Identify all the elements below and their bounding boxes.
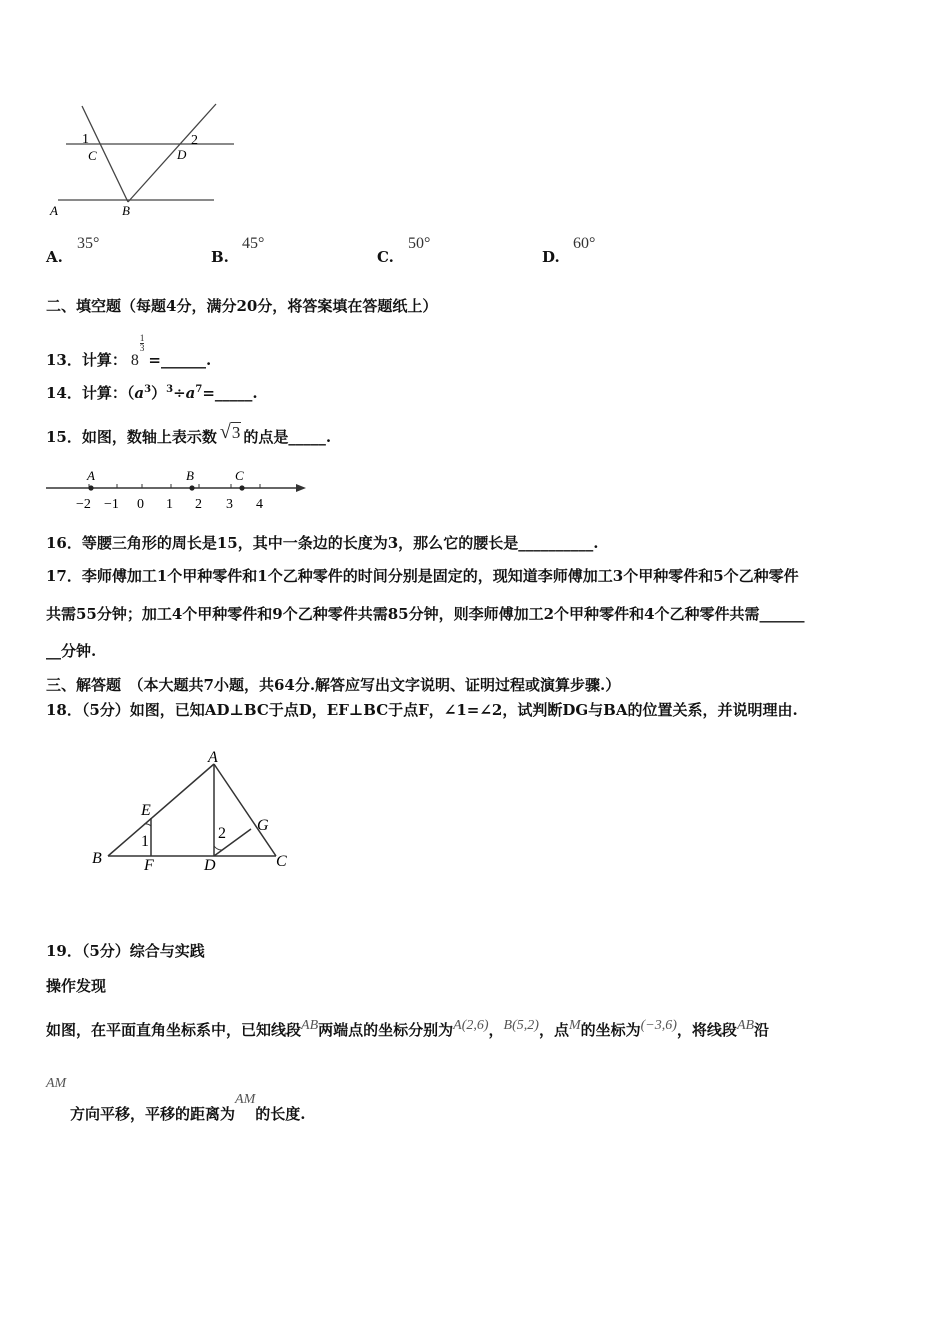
label-point-b: B <box>122 203 130 218</box>
point-a-dot <box>88 485 93 490</box>
q19-text-e: ，将线段 <box>676 1021 737 1039</box>
q19-text-f: 沿 <box>754 1021 770 1039</box>
tick-label-1: 1 <box>166 497 173 512</box>
tick-label-3: 3 <box>226 497 233 512</box>
q13-exp-num: 1 <box>139 333 145 343</box>
tick-label-neg1: −1 <box>104 497 119 512</box>
option-a-value: 35° <box>77 235 100 252</box>
q13-exponent <box>140 334 145 353</box>
option-c-value: 50° <box>408 235 431 252</box>
q14-prefix: 14．计算：（ <box>46 384 135 402</box>
question-16: 16．等腰三角形的周长是15，其中一条边的长度为3，那么它的腰长是__________. <box>46 534 599 552</box>
q19-point-a: A(2,6) <box>453 1018 489 1033</box>
option-d-letter: D. <box>542 248 560 266</box>
question-15 <box>46 421 332 447</box>
label-angle-1: 1 <box>82 132 89 147</box>
question-18: 18．（5分）如图，已知AD⊥BC于点D，EF⊥BC于点F，∠1=∠2，试判断DG与BA的位置关系，并说明理由. <box>46 701 798 719</box>
option-a[interactable] <box>46 235 166 267</box>
q15-suffix: 的点是_____. <box>243 428 332 446</box>
vertex-a: A <box>208 749 218 766</box>
q19-comma: ， <box>488 1021 504 1039</box>
point-c-label: C <box>235 468 244 483</box>
label-point-a: A <box>50 203 58 218</box>
q14-var-a: a <box>134 384 145 402</box>
question-19-subtitle: 操作发现 <box>46 977 107 995</box>
q14-exp-3: 3 <box>144 384 152 395</box>
question-13 <box>46 334 211 371</box>
q13-suffix: =______. <box>148 351 212 369</box>
q19-point-b: B(5,2) <box>503 1018 539 1033</box>
q19-point-m-coord: (−3,6) <box>640 1018 677 1033</box>
q13-base: 8 <box>130 352 139 369</box>
q14-close: ） <box>151 384 167 402</box>
question-17-line-2: 共需55分钟；加工4个甲种零件和9个乙种零件共需85分钟，则李师傅加工2个甲种零件和4个乙种零件共需______ <box>46 605 805 623</box>
point-b-label: B <box>186 468 194 483</box>
q19-text-g: 方向平移，平移的距离为 <box>70 1105 236 1123</box>
option-d-value: 60° <box>573 235 596 252</box>
q19-text-h: 的长度. <box>255 1105 306 1123</box>
point-d: D <box>204 857 216 874</box>
point-g: G <box>257 817 269 834</box>
label-angle-2: 2 <box>191 133 198 148</box>
angle-2-label: 2 <box>218 825 226 842</box>
number-line-arrow <box>296 484 306 492</box>
point-c-dot <box>239 485 244 490</box>
section-3-heading: 三、解答题 （本大题共7小题，共64分.解答应写出文字说明、证明过程或演算步骤.） <box>46 676 621 694</box>
q19-text-a: 如图，在平面直角坐标系中，已知线段 <box>46 1021 302 1039</box>
q13-exp-den: 3 <box>139 343 145 353</box>
point-a-label: A <box>87 468 95 483</box>
label-point-d: D <box>177 147 187 162</box>
tick-label-0: 0 <box>137 497 144 512</box>
q19-segment-am-2: AM <box>235 1092 256 1107</box>
tick-label-4: 4 <box>256 497 263 512</box>
option-b-value: 45° <box>242 235 265 252</box>
question-19-title: 19．（5分）综合与实践 <box>46 942 205 960</box>
option-d[interactable] <box>542 235 662 267</box>
tick-label-2: 2 <box>195 497 202 512</box>
q15-sqrt-value: 3 <box>231 423 241 442</box>
q19-point-m: M <box>568 1018 581 1033</box>
point-b-dot <box>189 485 194 490</box>
side-ba <box>108 764 214 856</box>
point-f: F <box>144 857 154 874</box>
q19-segment-ab-2: AB <box>736 1018 755 1033</box>
side-ac <box>214 764 276 856</box>
q19-segment-am: AM <box>46 1076 67 1091</box>
question-19-paragraph-line-2 <box>46 1076 306 1126</box>
question-17-line-3: __分钟. <box>46 642 97 660</box>
q14-suffix: =_____. <box>202 384 258 402</box>
parallel-lines-figure <box>44 100 244 222</box>
triangle-figure <box>86 746 306 880</box>
q19-text-b: 两端点的坐标分别为 <box>318 1021 454 1039</box>
option-b-letter: B. <box>211 248 229 266</box>
option-b[interactable] <box>211 235 331 267</box>
point-e: E <box>141 802 151 819</box>
angle-2-arc <box>214 846 222 850</box>
q19-segment-ab: AB <box>301 1018 319 1033</box>
option-c[interactable] <box>377 235 497 267</box>
option-a-letter: A. <box>46 248 63 266</box>
q13-prefix: 13．计算： <box>46 351 127 369</box>
label-point-c: C <box>88 148 97 163</box>
vertex-b: B <box>92 850 102 867</box>
section-2-heading: 二、填空题（每题4分，满分20分，将答案填在答题纸上） <box>46 297 438 315</box>
q14-exp-7: 7 <box>195 384 203 395</box>
option-c-letter: C. <box>377 248 394 266</box>
q15-sqrt-sign: √ <box>219 421 231 443</box>
q19-text-c: ，点 <box>538 1021 569 1039</box>
tick-label-neg2: −2 <box>76 497 91 512</box>
angle-1-label: 1 <box>141 833 149 850</box>
q14-exp-3b: 3 <box>166 384 174 395</box>
number-line <box>44 464 310 516</box>
q14-var-a2: a <box>185 384 196 402</box>
transversal-right <box>128 104 216 202</box>
vertex-c: C <box>276 853 287 870</box>
question-19-paragraph-line-1 <box>46 1020 769 1042</box>
q15-prefix: 15．如图，数轴上表示数 <box>46 428 217 446</box>
question-17-line-1: 17．李师傅加工1个甲种零件和1个乙种零件的时间分别是固定的，现知道李师傅加工3个甲种零件和5个乙种零件 <box>46 567 799 585</box>
q19-text-d: 的坐标为 <box>580 1021 641 1039</box>
q14-div: ÷ <box>173 384 186 402</box>
angle-1-arc <box>144 824 151 826</box>
question-14 <box>46 380 258 403</box>
